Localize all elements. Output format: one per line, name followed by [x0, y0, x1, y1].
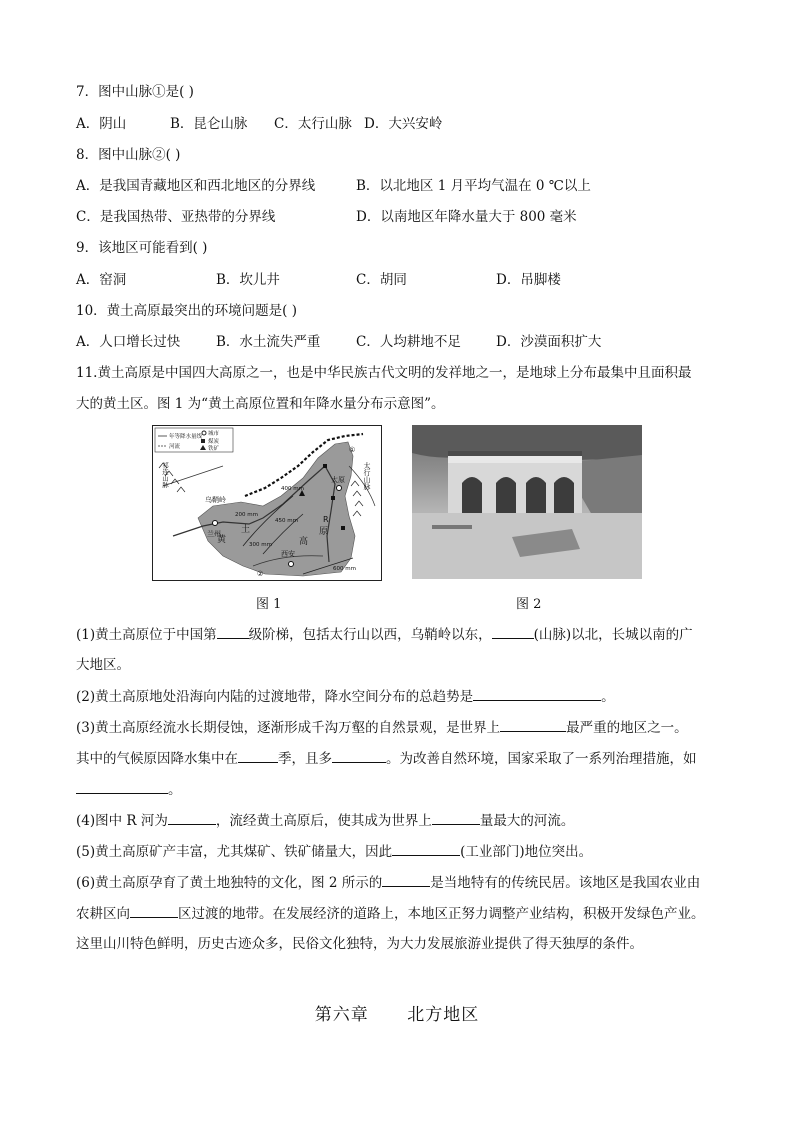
- photo-svg: [412, 425, 642, 579]
- coal-1: [323, 464, 327, 468]
- q11-p5-text-b: (工业部门)地位突出。: [460, 844, 593, 860]
- q11-part6-line1: [76, 872, 724, 893]
- map-legend-box: [155, 428, 233, 452]
- label-450mm: 450 mm: [275, 518, 298, 524]
- q11-p3-text-e: 。为改善自然环境，国家采取了一系列治理措施，如: [386, 751, 697, 767]
- q8-option-b: B．以北地区 1 月平均气温在 0 ℃以上: [356, 178, 591, 194]
- roof-edge: [448, 451, 582, 456]
- q11-part6-line2: [76, 903, 724, 924]
- q11-p4-blank-1[interactable]: [168, 810, 216, 825]
- label-huang: 黄: [217, 535, 227, 545]
- legend-iron-label: 铁矿: [208, 446, 220, 452]
- q7-options: [76, 114, 724, 134]
- q11-p4-text-b: ，流经黄土高原后，使其成为世界上: [215, 813, 432, 829]
- q9-stem: 9．该地区可能看到( ): [76, 240, 208, 256]
- q11-p6-blank-1[interactable]: [382, 872, 430, 887]
- q10-option-b: B．水土流失严重: [216, 334, 321, 350]
- q10-option-a: A．人口增长过快: [76, 334, 181, 350]
- q11-p6-text-c: 农耕区向: [76, 906, 130, 922]
- q11-p6-text-a: (6)黄土高原孕育了黄土地独特的文化，图 2 所示的: [76, 875, 383, 891]
- q11-p3-blank-1[interactable]: [500, 717, 566, 732]
- q9-option-a: A．窑洞: [76, 272, 127, 288]
- q11-p3-text-a: (3)黄土高原经流水长期侵蚀，逐渐形成千沟万壑的自然景观，是世界上: [76, 720, 501, 736]
- q11-p5-blank[interactable]: [392, 841, 460, 856]
- q9-option-d: D．吊脚楼: [496, 272, 561, 288]
- label-yuan: 原: [319, 527, 329, 537]
- city-taiyuan: [337, 486, 342, 491]
- q11-intro-line2: 大的黄土区。图 1 为“黄土高原位置和年降水量分布示意图”。: [76, 396, 445, 412]
- q11-p1-text-a: (1)黄土高原位于中国第: [76, 627, 217, 643]
- q11-p1-blank-1[interactable]: [217, 624, 249, 639]
- q11-p2-blank[interactable]: [473, 686, 601, 701]
- label-r-river: R: [323, 515, 329, 524]
- q11-part3-line2: [76, 748, 724, 769]
- q9-option-c: C．胡同: [356, 272, 407, 288]
- taihang-mountains: [351, 481, 363, 516]
- q11-p2-text-b: 。: [601, 689, 615, 705]
- q7-stem: 7．图中山脉①是( ): [76, 84, 194, 100]
- q11-part2: [76, 686, 724, 707]
- label-mountain-2: ②: [257, 570, 264, 578]
- label-300mm: 300 mm: [249, 542, 272, 548]
- label-gao: 高: [299, 537, 309, 547]
- q11-p3-blank-4[interactable]: [76, 779, 168, 794]
- chapter-title: 第六章 北方地区: [314, 1005, 480, 1025]
- q11-p6-text-d: 区过渡的地带。在发展经济的道路上，本地区正努力调整产业结构，积极开发绿色产业。: [178, 906, 705, 922]
- q11-p4-blank-2[interactable]: [432, 810, 480, 825]
- q11-p3-blank-2[interactable]: [238, 748, 278, 763]
- label-qilian: 祁连山脉: [161, 462, 169, 488]
- q11-p5-text-a: (5)黄土高原矿产丰富，尤其煤矿、铁矿储量大，因此: [76, 844, 393, 860]
- q11-p3-blank-3[interactable]: [332, 748, 386, 763]
- q9-options: [76, 270, 724, 290]
- label-tu: 土: [241, 525, 251, 535]
- q9-option-b: B．坎儿井: [216, 272, 280, 288]
- figure1-caption: 图 1: [256, 597, 282, 612]
- city-lanzhou: [213, 521, 218, 526]
- river-east: [349, 466, 375, 506]
- q11-part6-line3: 这里山川特色鲜明，历史古迹众多，民俗文化独特，为大力发展旅游业提供了得天独厚的条件。: [76, 936, 643, 952]
- q11-part5: [76, 841, 724, 862]
- legend-isohyet-label: 年等降水量线: [169, 434, 203, 440]
- q11-part4: [76, 810, 724, 831]
- q11-p1-blank-2[interactable]: [492, 624, 534, 639]
- map-svg: [153, 426, 381, 580]
- q11-part1-line2: 大地区。: [76, 657, 130, 673]
- label-taiyuan: 太原: [331, 476, 345, 484]
- coal-2: [331, 496, 335, 500]
- label-400mm: 400 mm: [281, 486, 304, 492]
- q11-part1-line1: [76, 624, 724, 645]
- low-wall: [432, 525, 472, 529]
- q7-option-b: B．昆仑山脉: [170, 116, 248, 132]
- q8-options-row1: [76, 176, 724, 196]
- q11-part3-line3: [76, 779, 724, 800]
- q11-p3-text-d: 季，且多: [278, 751, 332, 767]
- legend-city-label: 城市: [208, 431, 220, 437]
- q11-p6-blank-2[interactable]: [130, 903, 178, 918]
- q8-option-a: A．是我国青藏地区和西北地区的分界线: [76, 178, 316, 194]
- q8-stem: 8．图中山脉②( ): [76, 147, 181, 163]
- q11-p3-text-f: 。: [168, 782, 182, 798]
- q7-option-d: D．大兴安岭: [364, 116, 443, 132]
- loess-plateau-map: [152, 425, 382, 581]
- city-xian: [289, 562, 294, 567]
- q8-option-c: C．是我国热带、亚热带的分界线: [76, 209, 276, 225]
- label-wushaoling: 乌鞘岭: [205, 496, 226, 504]
- q11-p4-text-c: 量最大的河流。: [479, 813, 575, 829]
- q8-option-d: D．以南地区年降水量大于 800 毫米: [356, 209, 577, 225]
- cave-dwelling-photo: [412, 425, 642, 579]
- q7-option-c: C．太行山脉: [274, 116, 352, 132]
- q11-p6-text-b: 是当地特有的传统民居。该地区是我国农业由: [430, 875, 701, 891]
- label-lanzhou: 兰州: [207, 530, 221, 538]
- q10-options: [76, 332, 724, 352]
- q11-p1-text-b: 级阶梯，包括太行山以西，乌鞘岭以东，: [248, 627, 492, 643]
- q11-part3-line1: [76, 717, 724, 738]
- q11-p2-text-a: (2)黄土高原地处沿海向内陆的过渡地带，降水空间分布的总趋势是: [76, 689, 474, 705]
- figure2-caption: 图 2: [516, 597, 542, 612]
- q7-option-a: A．阴山: [76, 116, 127, 132]
- roof-parapet: [448, 455, 582, 463]
- label-xian: 西安: [281, 550, 295, 558]
- legend-coal-label: 煤炭: [208, 439, 220, 445]
- q10-stem: 10．黄土高原最突出的环境问题是( ): [76, 303, 298, 319]
- q8-options-row2: [76, 207, 724, 227]
- label-200mm: 200 mm: [235, 512, 258, 518]
- q11-p3-text-c: 其中的气候原因降水集中在: [76, 751, 238, 767]
- legend-city-symbol: [202, 431, 206, 435]
- legend-river-label: 河流: [169, 444, 181, 450]
- q10-option-c: C．人均耕地不足: [356, 334, 461, 350]
- label-600mm: 600 mm: [333, 566, 356, 572]
- label-mountain-1: ①: [349, 446, 356, 454]
- label-taihang: 太行山脉: [363, 462, 371, 490]
- q11-intro-line1: 11.黄土高原是中国四大高原之一，也是中华民族古代文明的发祥地之一，是地球上分布最集中且面积最: [76, 365, 692, 381]
- q11-p3-text-b: 最严重的地区之一。: [566, 720, 688, 736]
- coal-3: [341, 526, 345, 530]
- q10-option-d: D．沙漠面积扩大: [496, 334, 602, 350]
- q11-p4-text-a: (4)图中 R 河为: [76, 813, 168, 829]
- q11-p1-text-c: (山脉)以北，长城以南的广: [533, 627, 693, 643]
